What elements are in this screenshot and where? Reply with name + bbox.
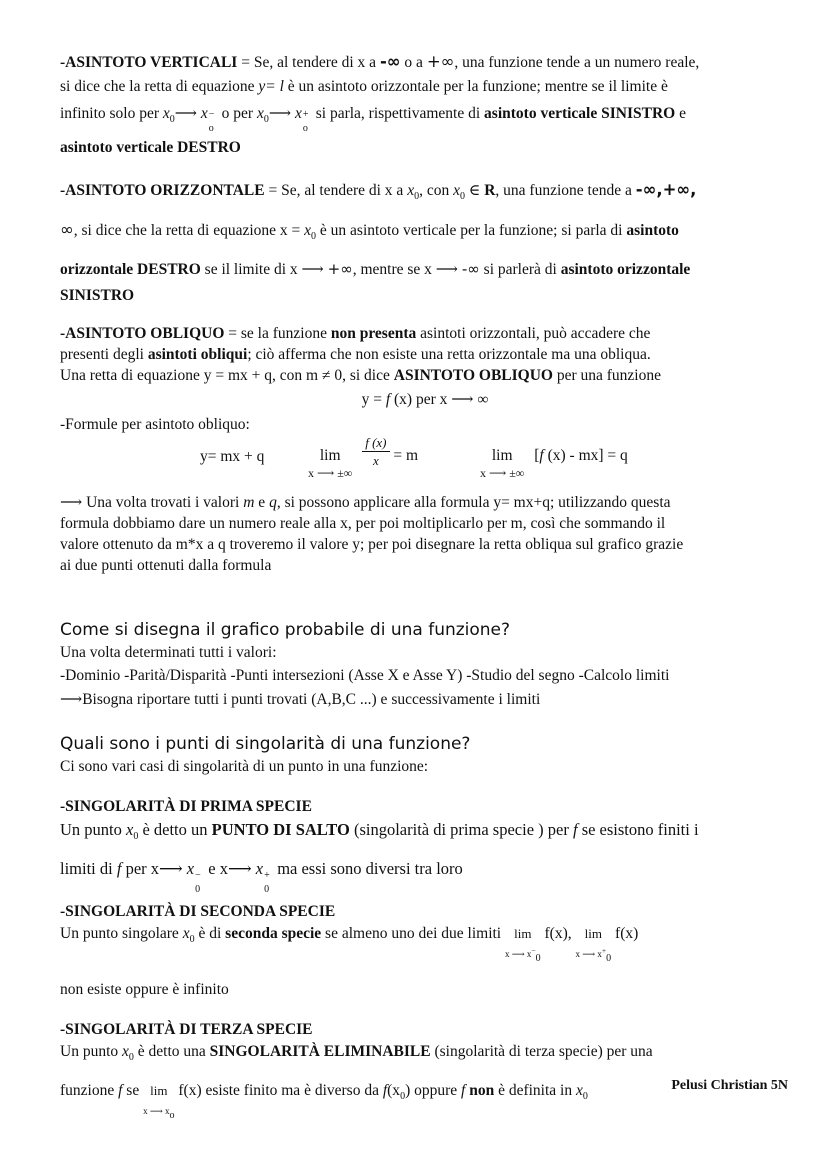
document-page (60, 50, 790, 1122)
second-kind-title: -SINGOLARITÀ DI SECONDA SPECIE (60, 903, 336, 920)
section-third-kind: -SINGOLARITÀ DI TERZA SPECIE Un punto $x_0$ è detto una SINGOLARITÀ ELIMINABILE (singolarità di terza specie) per una funzione f se lim x ⟶ $x_o$ f(x) esiste finito ma è diverso da $f(x_0)$ oppure f non è definita in $x_0$ (60, 1019, 790, 1122)
first-kind-title: -SINGOLARITÀ DI PRIMA SPECIE (60, 798, 312, 815)
section-oblique-asymptote: -ASINTOTO OBLIQUO = se la funzione non presenta asintoti orizzontali, può accadere che presenti degli asintoti obliqui; ciò afferma che non esiste una retta orizzontale ma una obliqua. Una retta di equazione y = mx + q, con m ≠ 0, si dice ASINTOTO OBLIQUO per una funzione y = f (x) per x ⟶ ∞ -Formule per asintoto obliquo: y= mx + q lim x ⟶ ±∞ $\frac{f (x)}{x}$ = m lim x ⟶ ±∞ [f (x) - mx] = q ⟶ Una volta trovati i valori m e q, si possono applicare alla formula y= mx+q; utilizzando questa formula dobbiamo dare un numero reale alla x, per poi moltiplicarlo per m, così che sommando il valore ottenuto da m*x a q troveremo il valore y; per poi disegnare la retta obliqua sul grafico grazie ai due punti ottenuti dalla formula (60, 323, 790, 576)
section-first-kind: -SINGOLARITÀ DI PRIMA SPECIE Un punto $x_0$ è detto un PUNTO DI SALTO (singolarità di prima specie ) per f se esistono finiti i limiti di f per x⟶ x − 0 e x⟶ x + 0 ma essi sono diversi tra loro (60, 796, 790, 889)
horizontal-title: -ASINTOTO ORIZZONTALE (60, 182, 265, 199)
formula-line-equation: y= mx + q (200, 448, 265, 465)
graph-question: Come si disegna il grafico probabile di una funzione? (60, 620, 511, 640)
section-singularity: Quali sono i punti di singolarità di una funzione? Ci sono vari casi di singolarità di un punto in una funzione: (60, 732, 790, 778)
vertical-title: -ASINTOTO VERTICALI (60, 54, 238, 71)
third-kind-title: -SINGOLARITÀ DI TERZA SPECIE (60, 1021, 313, 1038)
section-vertical-asymptote: -ASINTOTO VERTICALI = Se, al tendere di x a -∞ o a +∞, una funzione tende a un numero reale, si dice che la retta di equazione y= l è un asintoto orizzontale per la funzione; mentre se il limite è infinito solo per $x_0⟶$ x − o o per $x_0⟶$ x + o si parla, rispettivamente di asintoto verticale SINISTRO e asintoto verticale DESTRO (60, 52, 700, 156)
section-graph: Come si disegna il grafico probabile di una funzione? Una volta determinati tutti i valori: -Dominio -Parità/Disparità -Punti intersezioni (Asse X e Asse Y) -Studio del segno -Calcolo limiti ⟶Bisogna riportare tutti i punti trovati (A,B,C ...) e successivamente i limiti (60, 618, 790, 712)
oblique-center-formula: y = f (x) per x ⟶ ∞ (361, 391, 489, 408)
oblique-formulas (60, 436, 790, 486)
oblique-title: -ASINTOTO OBLIQUO (60, 325, 225, 342)
section-horizontal-asymptote: -ASINTOTO ORIZZONTALE = Se, al tendere di x a $x_0$, con $x_0$ ∈ R, una funzione tende a -∞,+∞, ∞, si dice che la retta di equazione $x = x_0$ è un asintoto verticale per la funzione; si parla di asintoto orizzontale DESTRO se il limite di x ⟶ +∞, mentre se x ⟶ -∞ si parlerà di asintoto orizzontale SINISTRO (60, 180, 697, 304)
formula-limit-q: lim x ⟶ ±∞ [f (x) - mx] = q (480, 447, 628, 480)
singularity-question: Quali sono i punti di singolarità di una funzione? (60, 734, 471, 754)
formula-limit-m: lim x ⟶ ±∞ $\frac{f (x)}{x}$ = m (308, 435, 419, 480)
section-second-kind: -SINGOLARITÀ DI SECONDA SPECIE Un punto singolare $x_0$ è di seconda specie se almeno uno dei due limiti lim x ⟶ $x^-_0$ f(x), lim x ⟶ $x^+_0$ f(x) non esiste oppure è infinito (60, 901, 790, 1001)
author-signature: Pelusi Christian 5N (671, 1078, 788, 1093)
